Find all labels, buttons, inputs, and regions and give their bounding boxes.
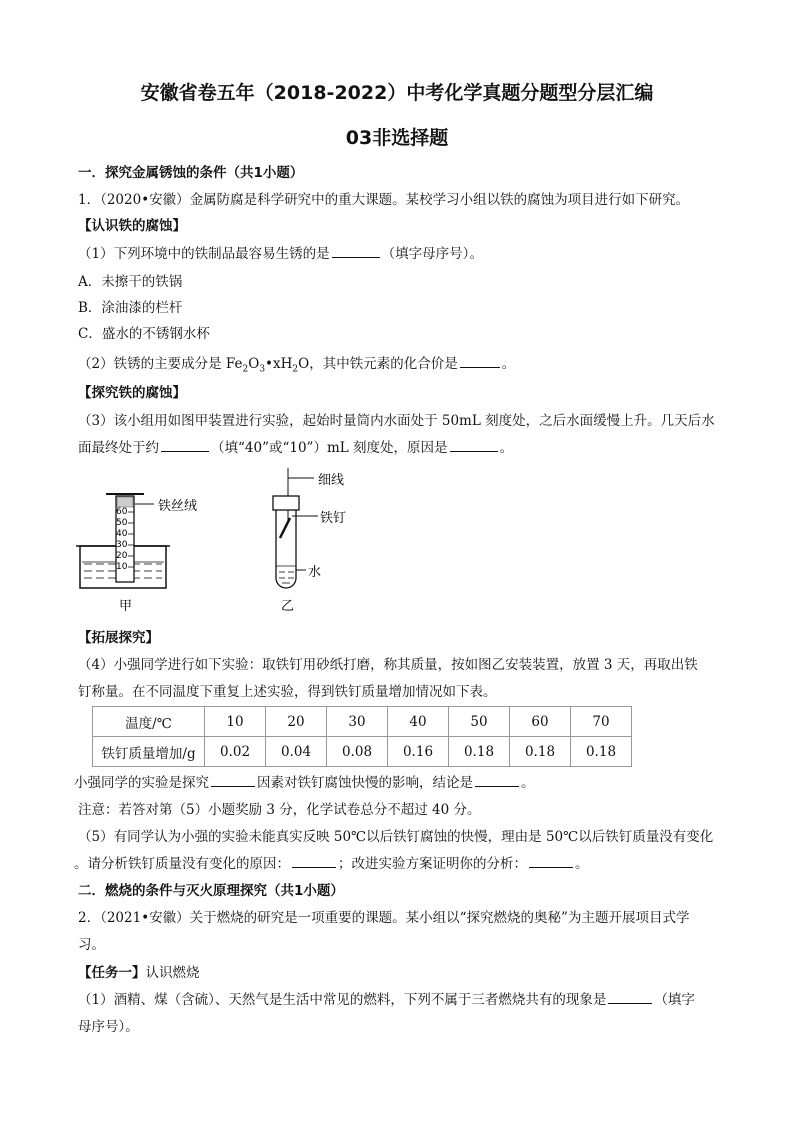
label-steel-wool: 铁丝绒 [158, 499, 198, 514]
answer-blank[interactable] [332, 256, 380, 258]
table-cell: 0.08 [327, 737, 388, 767]
answer-blank[interactable] [161, 450, 209, 452]
label-thread: 细线 [318, 473, 345, 488]
section2-heading: 二．燃烧的条件与灭火原理探究（共1小题） [78, 883, 344, 899]
q2-intro-line2: 习。 [78, 937, 105, 953]
table-cell: 10 [205, 707, 266, 737]
q1-2-c: •xH [265, 356, 293, 372]
q1-1-text: （1）下列环境中的铁制品最容易生锈的是 [78, 246, 330, 262]
table-cell: 0.02 [205, 737, 266, 767]
sub-3: 3 [259, 364, 266, 375]
option-c: C．盛水的不锈钢水杯 [78, 326, 210, 342]
q1-1 [78, 242, 483, 262]
table-cell: 30 [327, 707, 388, 737]
q1-2 [78, 352, 515, 375]
tick-label: 40 [116, 529, 128, 539]
q1-4-concl-c: 。 [521, 775, 535, 791]
answer-blank[interactable] [460, 366, 500, 368]
answer-blank[interactable] [529, 866, 573, 868]
tick-label: 10 [116, 562, 128, 572]
apparatus-figure [70, 466, 370, 616]
label-water: 水 [308, 565, 322, 580]
tick-label: 30 [116, 540, 128, 550]
table-header-cell: 温度/℃ [93, 707, 205, 737]
figure-jia [76, 494, 197, 614]
table-cell: 50 [449, 707, 510, 737]
q1-5-a: 。请分析铁钉质量没有变化的原因： [74, 856, 290, 872]
data-table [92, 706, 632, 767]
q1-4-conclusion [74, 771, 535, 791]
iron-nail [280, 518, 290, 538]
tick-label: 20 [116, 551, 128, 561]
figure-yi [273, 468, 346, 614]
option-b: B．涂油漆的栏杆 [78, 300, 183, 316]
tick-label: 50 [116, 518, 128, 528]
q2-intro-line1: 2．（2021•安徽）关于燃烧的研究是一项重要的课题。某小组以“探究燃烧的奥秘”为主题开展项目式学 [78, 910, 690, 926]
q2-1-a: （1）酒精、煤（含硫）、天然气是生活中常见的燃料，下列不属于三者燃烧共有的现象是 [78, 992, 607, 1008]
steel-wool [117, 497, 133, 507]
q1-4-concl-a: 小强同学的实验是探究 [74, 775, 209, 791]
bonus-note: 注意：若答对第（5）小题奖励 3 分，化学试卷总分不超过 40 分。 [78, 802, 481, 818]
answer-blank[interactable] [475, 785, 519, 787]
q1-4-line1: （4）小强同学进行如下实验：取铁钉用砂纸打磨，称其质量，按如图乙安装装置，放置 3 天，再取出铁 [78, 657, 698, 673]
q1-5-line1: （5）有同学认为小强的实验未能真实反映 50℃以后铁钉腐蚀的快慢，理由是 50℃以后铁钉质量没有变化 [78, 829, 714, 845]
sub1-heading: 【认识铁的腐蚀】 [78, 218, 186, 234]
answer-blank[interactable] [292, 866, 336, 868]
label-jia: 甲 [119, 599, 133, 614]
label-nail: 铁钉 [320, 511, 347, 526]
q1-2-b: O [248, 356, 260, 372]
table-row [93, 737, 632, 767]
table-cell: 0.16 [388, 737, 449, 767]
answer-blank[interactable] [450, 450, 498, 452]
answer-blank[interactable] [211, 785, 255, 787]
q1-3-a: 面最终处于约 [78, 440, 159, 456]
task1-heading [78, 961, 200, 981]
sub2-heading: 【探究铁的腐蚀】 [78, 385, 186, 401]
q2-1-line1 [78, 988, 695, 1008]
q2-1-line2: 母序号）。 [78, 1019, 139, 1035]
q1-5-b: ；改进实验方案证明你的分析： [338, 856, 527, 872]
q1-1-tail: （填字母序号）。 [381, 246, 483, 262]
q1-4-line2: 钉称量。在不同温度下重复上述实验，得到铁钉质量增加情况如下表。 [78, 684, 497, 700]
table-cell: 20 [266, 707, 327, 737]
table-cell: 0.04 [266, 737, 327, 767]
tick-label: 60 [116, 507, 128, 517]
table-cell: 40 [388, 707, 449, 737]
q1-3-line2 [78, 436, 513, 456]
sub-2b: 2 [292, 364, 299, 375]
table-cell: 70 [571, 707, 632, 737]
table-cell: 60 [510, 707, 571, 737]
q1-2-a: （2）铁锈的主要成分是 Fe [78, 356, 243, 372]
sub-2: 2 [242, 364, 249, 375]
option-a: A．未擦干的铁锅 [78, 274, 183, 290]
q2-1-b: （填字 [654, 992, 695, 1008]
q1-3-c: 。 [499, 440, 514, 456]
q1-2-d: O，其中铁元素的化合价是 [298, 356, 458, 372]
stopper [273, 496, 299, 510]
table-cell: 0.18 [510, 737, 571, 767]
page-title: 安徽省卷五年（2018-2022）中考化学真题分题型分层汇编 [140, 82, 654, 104]
answer-blank[interactable] [608, 1002, 652, 1004]
table-cell: 0.18 [571, 737, 632, 767]
task1-text: 认识燃烧 [145, 965, 200, 981]
q1-5-c: 。 [575, 856, 589, 872]
q1-2-tail: 。 [501, 356, 516, 372]
q1-intro: 1．（2020•安徽）金属防腐是科学研究中的重大课题。某校学习小组以铁的腐蚀为项目进行如下研究。 [78, 192, 690, 208]
q1-3-b: （填“40”或“10”）mL 刻度处，原因是 [211, 440, 448, 456]
q1-4-concl-b: 因素对铁钉腐蚀快慢的影响，结论是 [257, 775, 473, 791]
label-yi: 乙 [281, 599, 295, 614]
q1-5-line2 [74, 852, 589, 872]
table-row [93, 707, 632, 737]
sub3-heading: 【拓展探究】 [78, 630, 159, 646]
section1-heading: 一．探究金属锈蚀的条件（共1小题） [78, 165, 304, 181]
q1-3-line1: （3）该小组用如图甲装置进行实验，起始时量筒内水面处于 50mL 刻度处，之后水面缓慢上升。几天后水 [78, 413, 715, 429]
table-header-cell: 铁钉质量增加/g [93, 737, 205, 767]
task1-bracket: 【任务一】 [78, 965, 146, 981]
table-cell: 0.18 [449, 737, 510, 767]
page-subtitle: 03非选择题 [345, 127, 449, 149]
